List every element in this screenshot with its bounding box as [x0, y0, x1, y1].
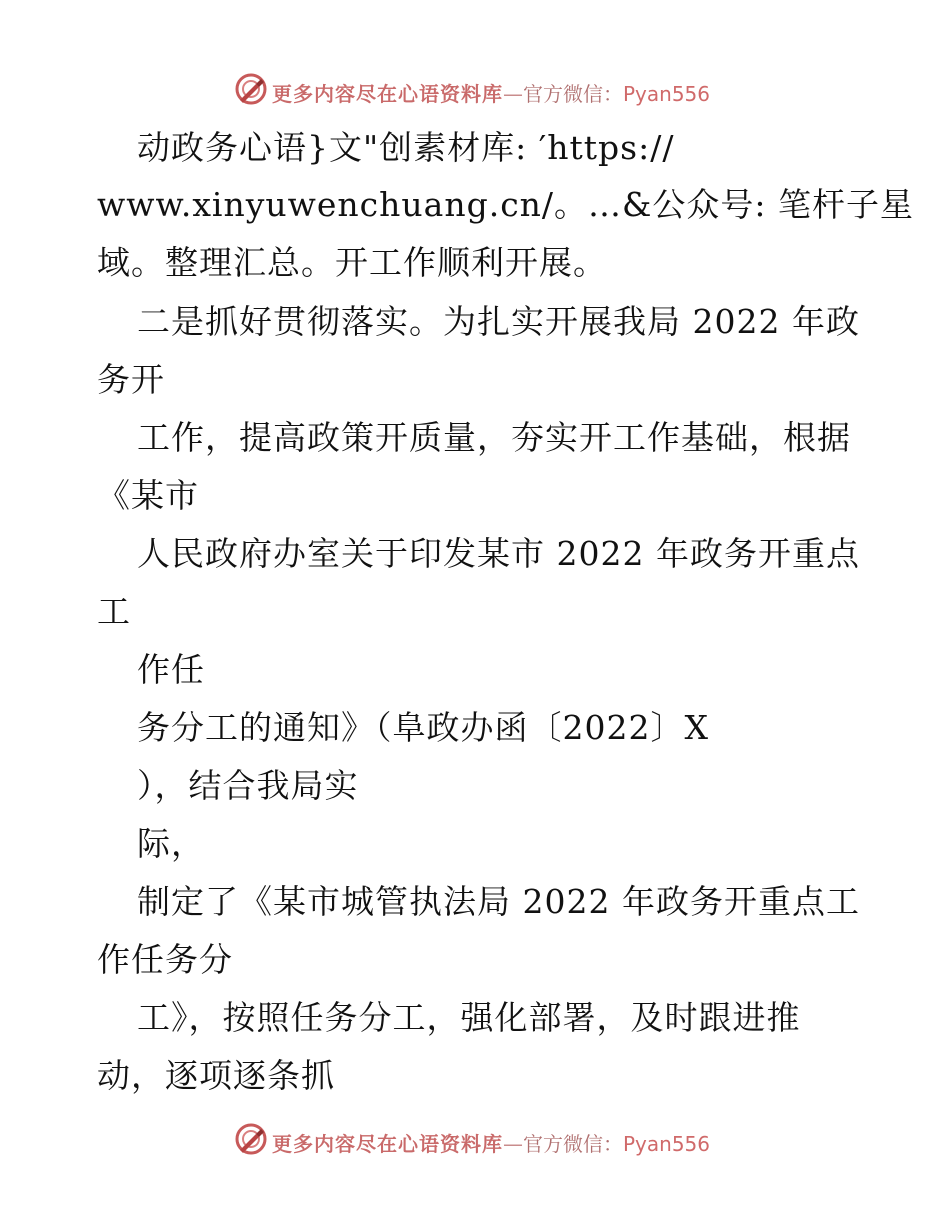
watermark-separator: —: [503, 1132, 523, 1156]
text-line: ），结合我局实: [137, 766, 359, 805]
text-line: 二是抓好贯彻落实。为扎实开展我局 2022 年政: [137, 302, 860, 341]
text-line: 制定了《某市城管执法局 2022 年政务开重点工: [137, 882, 860, 921]
pen-logo-icon: [234, 72, 268, 106]
text-line: 域。整理汇总。开工作顺利开展。: [97, 243, 607, 282]
footer-watermark: [0, 1120, 950, 1160]
text-line: 工》，按照任务分工，强化部署，及时跟进推: [137, 998, 801, 1037]
text-line: 动，逐项逐条抓: [97, 1056, 335, 1095]
text-line: 《某市: [97, 476, 199, 515]
watermark-main: 更多内容尽在心语资料库: [272, 1132, 503, 1156]
watermark-official: 官方微信：: [523, 1132, 623, 1156]
text-line: 作任: [137, 650, 205, 689]
text-line: 务分工的通知》（阜政办函〔2022〕X: [137, 708, 709, 747]
text-line: www.xinyuwenchuang.cn/。…&公众号: 笔杆子星: [97, 185, 915, 224]
watermark-separator: —: [503, 82, 523, 106]
text-line: 人民政府办室关于印发某市 2022 年政务开重点: [137, 534, 860, 573]
pen-logo-icon: [234, 1122, 268, 1156]
text-line: 作任务分: [97, 940, 233, 979]
watermark-text: [272, 78, 710, 107]
watermark-official: 官方微信：: [523, 82, 623, 106]
watermark-main: 更多内容尽在心语资料库: [272, 82, 503, 106]
text-line: 动政务心语}文"创素材库: ′https://: [137, 128, 675, 167]
watermark-wechat-id: Pyan556: [623, 1132, 711, 1156]
watermark-text: [272, 1128, 710, 1157]
text-line: 工作，提高政策开质量，夯实开工作基础，根据: [137, 418, 851, 457]
header-watermark: [0, 70, 950, 110]
text-line: 际，: [137, 824, 205, 863]
watermark-wechat-id: Pyan556: [623, 82, 711, 106]
text-line: 务开: [97, 360, 165, 399]
text-line: 工: [97, 592, 131, 631]
